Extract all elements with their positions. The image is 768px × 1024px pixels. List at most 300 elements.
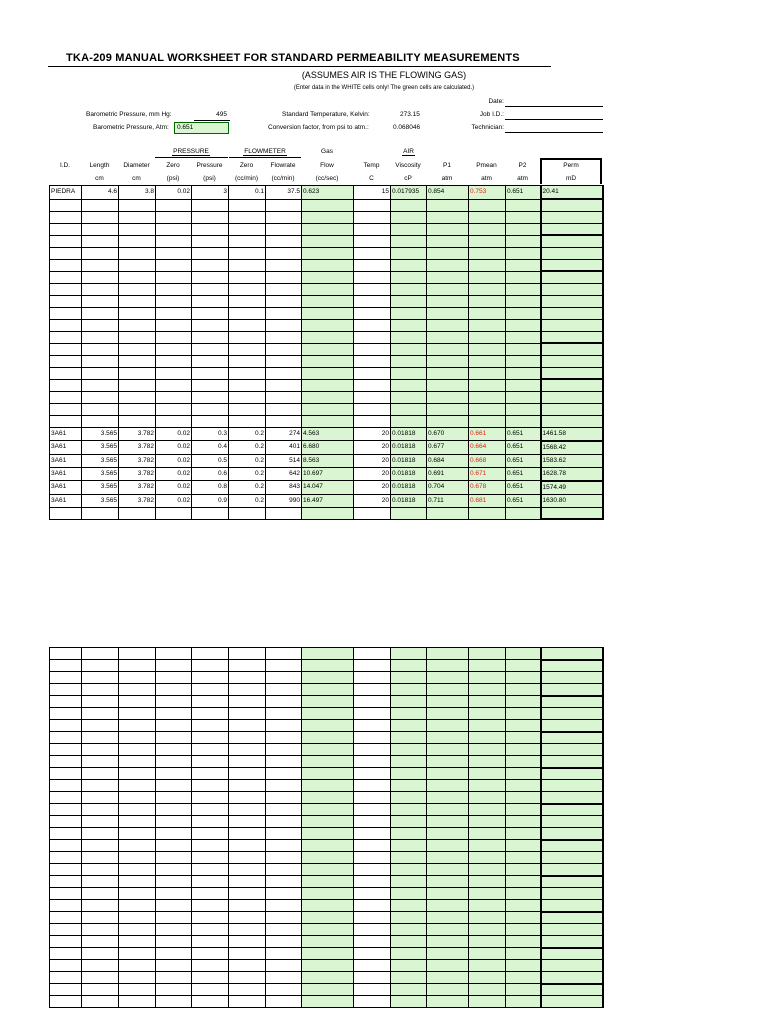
cell-zero-psi[interactable] — [156, 804, 192, 816]
cell-zero-psi[interactable] — [156, 756, 192, 768]
cell-zero-psi[interactable] — [156, 367, 192, 379]
cell-diameter[interactable] — [119, 367, 156, 379]
cell-temp[interactable] — [354, 792, 391, 804]
cell-flowrate[interactable] — [266, 343, 302, 355]
cell-pressure-psi[interactable] — [192, 900, 229, 912]
cell-zero-flow[interactable] — [229, 732, 266, 744]
cell-zero-flow[interactable] — [229, 708, 266, 720]
cell-zero-flow[interactable]: 0.2 — [229, 481, 266, 495]
cell-temp[interactable] — [354, 211, 391, 223]
cell-temp[interactable] — [354, 852, 391, 864]
cell-zero-psi[interactable] — [156, 792, 192, 804]
cell-id[interactable] — [50, 319, 82, 331]
cell-pressure-psi[interactable]: 0.6 — [192, 467, 229, 481]
cell-zero-flow[interactable] — [229, 199, 266, 211]
cell-diameter[interactable] — [119, 319, 156, 331]
cell-length[interactable] — [82, 708, 119, 720]
cell-zero-psi[interactable] — [156, 319, 192, 331]
cell-length[interactable] — [82, 696, 119, 708]
cell-pressure-psi[interactable] — [192, 732, 229, 744]
cell-id[interactable] — [50, 816, 82, 828]
cell-zero-flow[interactable] — [229, 888, 266, 900]
cell-diameter[interactable] — [119, 816, 156, 828]
cell-temp[interactable] — [354, 648, 391, 660]
cell-zero-psi[interactable] — [156, 888, 192, 900]
cell-zero-psi[interactable]: 0.02 — [156, 481, 192, 495]
cell-id[interactable] — [50, 900, 82, 912]
cell-diameter[interactable]: 3.782 — [119, 427, 156, 441]
cell-flowrate[interactable]: 843 — [266, 481, 302, 495]
cell-temp[interactable] — [354, 744, 391, 756]
cell-flowrate[interactable] — [266, 295, 302, 307]
cell-diameter[interactable] — [119, 756, 156, 768]
cell-diameter[interactable]: 3.782 — [119, 441, 156, 455]
cell-temp[interactable] — [354, 355, 391, 367]
cell-flowrate[interactable] — [266, 972, 302, 984]
cell-temp[interactable] — [354, 403, 391, 415]
cell-diameter[interactable] — [119, 247, 156, 259]
cell-pressure-psi[interactable] — [192, 319, 229, 331]
cell-pressure-psi[interactable] — [192, 828, 229, 840]
cell-flowrate[interactable] — [266, 936, 302, 948]
cell-id[interactable] — [50, 403, 82, 415]
cell-pressure-psi[interactable] — [192, 211, 229, 223]
cell-temp[interactable]: 15 — [354, 186, 391, 200]
cell-id[interactable] — [50, 223, 82, 235]
cell-length[interactable] — [82, 816, 119, 828]
cell-pressure-psi[interactable] — [192, 343, 229, 355]
cell-pressure-psi[interactable] — [192, 696, 229, 708]
cell-length[interactable] — [82, 852, 119, 864]
cell-flowrate[interactable]: 990 — [266, 494, 302, 507]
cell-flowrate[interactable]: 642 — [266, 467, 302, 481]
cell-zero-flow[interactable] — [229, 211, 266, 223]
cell-pressure-psi[interactable] — [192, 924, 229, 936]
cell-pressure-psi[interactable] — [192, 792, 229, 804]
cell-pressure-psi[interactable] — [192, 996, 229, 1008]
cell-length[interactable] — [82, 331, 119, 343]
cell-pressure-psi[interactable] — [192, 660, 229, 672]
cell-temp[interactable] — [354, 816, 391, 828]
cell-temp[interactable] — [354, 319, 391, 331]
cell-zero-flow[interactable] — [229, 379, 266, 391]
cell-diameter[interactable]: 3.782 — [119, 467, 156, 481]
cell-diameter[interactable] — [119, 996, 156, 1008]
cell-zero-flow[interactable] — [229, 864, 266, 876]
cell-diameter[interactable] — [119, 355, 156, 367]
cell-flowrate[interactable]: 274 — [266, 427, 302, 441]
cell-temp[interactable] — [354, 684, 391, 696]
cell-pressure-psi[interactable] — [192, 960, 229, 972]
cell-zero-psi[interactable] — [156, 223, 192, 235]
cell-length[interactable] — [82, 379, 119, 391]
cell-diameter[interactable] — [119, 199, 156, 211]
cell-zero-psi[interactable] — [156, 403, 192, 415]
cell-temp[interactable] — [354, 780, 391, 792]
cell-flowrate[interactable] — [266, 888, 302, 900]
cell-zero-psi[interactable] — [156, 415, 192, 427]
cell-zero-psi[interactable] — [156, 235, 192, 247]
cell-diameter[interactable]: 3.8 — [119, 186, 156, 200]
cell-length[interactable] — [82, 900, 119, 912]
cell-zero-flow[interactable] — [229, 876, 266, 888]
cell-id[interactable] — [50, 235, 82, 247]
cell-temp[interactable] — [354, 876, 391, 888]
job-id-field[interactable] — [505, 119, 603, 120]
cell-zero-flow[interactable] — [229, 936, 266, 948]
cell-length[interactable] — [82, 888, 119, 900]
cell-length[interactable] — [82, 223, 119, 235]
cell-temp[interactable] — [354, 507, 391, 519]
cell-id[interactable] — [50, 660, 82, 672]
cell-zero-flow[interactable]: 0.2 — [229, 441, 266, 455]
cell-id[interactable] — [50, 744, 82, 756]
cell-id[interactable] — [50, 936, 82, 948]
cell-zero-flow[interactable] — [229, 744, 266, 756]
cell-zero-flow[interactable] — [229, 948, 266, 960]
cell-zero-psi[interactable] — [156, 343, 192, 355]
cell-zero-flow[interactable] — [229, 900, 266, 912]
cell-zero-flow[interactable] — [229, 307, 266, 319]
cell-pressure-psi[interactable] — [192, 403, 229, 415]
cell-id[interactable] — [50, 912, 82, 924]
cell-temp[interactable] — [354, 708, 391, 720]
cell-zero-flow[interactable] — [229, 507, 266, 519]
cell-flowrate[interactable] — [266, 744, 302, 756]
cell-id[interactable] — [50, 696, 82, 708]
cell-diameter[interactable] — [119, 744, 156, 756]
cell-zero-psi[interactable] — [156, 720, 192, 732]
cell-pressure-psi[interactable] — [192, 283, 229, 295]
cell-zero-flow[interactable] — [229, 972, 266, 984]
cell-zero-psi[interactable] — [156, 912, 192, 924]
cell-pressure-psi[interactable] — [192, 888, 229, 900]
cell-pressure-psi[interactable] — [192, 295, 229, 307]
cell-zero-flow[interactable] — [229, 295, 266, 307]
cell-pressure-psi[interactable] — [192, 271, 229, 283]
cell-temp[interactable] — [354, 379, 391, 391]
cell-temp[interactable] — [354, 936, 391, 948]
cell-zero-flow[interactable] — [229, 355, 266, 367]
cell-length[interactable] — [82, 744, 119, 756]
cell-flowrate[interactable] — [266, 199, 302, 211]
cell-pressure-psi[interactable] — [192, 804, 229, 816]
cell-length[interactable] — [82, 876, 119, 888]
cell-length[interactable] — [82, 211, 119, 223]
cell-pressure-psi[interactable] — [192, 235, 229, 247]
cell-temp[interactable]: 20 — [354, 454, 391, 467]
cell-id[interactable] — [50, 379, 82, 391]
cell-flowrate[interactable]: 401 — [266, 441, 302, 455]
cell-zero-psi[interactable] — [156, 948, 192, 960]
cell-id[interactable] — [50, 283, 82, 295]
cell-diameter[interactable] — [119, 948, 156, 960]
cell-zero-psi[interactable] — [156, 331, 192, 343]
cell-zero-flow[interactable] — [229, 804, 266, 816]
cell-zero-flow[interactable] — [229, 960, 266, 972]
cell-zero-psi[interactable] — [156, 900, 192, 912]
cell-zero-psi[interactable] — [156, 744, 192, 756]
cell-pressure-psi[interactable]: 0.3 — [192, 427, 229, 441]
cell-zero-psi[interactable] — [156, 936, 192, 948]
cell-flowrate[interactable] — [266, 672, 302, 684]
cell-zero-flow[interactable] — [229, 768, 266, 780]
cell-flowrate[interactable] — [266, 684, 302, 696]
cell-temp[interactable] — [354, 972, 391, 984]
cell-zero-psi[interactable] — [156, 840, 192, 852]
cell-diameter[interactable] — [119, 732, 156, 744]
cell-id[interactable] — [50, 948, 82, 960]
cell-pressure-psi[interactable] — [192, 259, 229, 271]
cell-pressure-psi[interactable] — [192, 756, 229, 768]
cell-length[interactable] — [82, 307, 119, 319]
cell-pressure-psi[interactable] — [192, 948, 229, 960]
cell-zero-flow[interactable]: 0.2 — [229, 427, 266, 441]
cell-id[interactable]: 3A61 — [50, 494, 82, 507]
cell-id[interactable] — [50, 355, 82, 367]
cell-length[interactable] — [82, 840, 119, 852]
cell-diameter[interactable] — [119, 720, 156, 732]
cell-pressure-psi[interactable] — [192, 912, 229, 924]
cell-length[interactable] — [82, 415, 119, 427]
cell-zero-flow[interactable] — [229, 283, 266, 295]
cell-id[interactable] — [50, 708, 82, 720]
cell-zero-flow[interactable] — [229, 259, 266, 271]
cell-flowrate[interactable] — [266, 768, 302, 780]
cell-pressure-psi[interactable] — [192, 391, 229, 403]
cell-temp[interactable] — [354, 768, 391, 780]
cell-flowrate[interactable] — [266, 211, 302, 223]
cell-length[interactable] — [82, 391, 119, 403]
cell-flowrate[interactable] — [266, 660, 302, 672]
cell-temp[interactable] — [354, 367, 391, 379]
cell-length[interactable] — [82, 996, 119, 1008]
cell-diameter[interactable] — [119, 864, 156, 876]
cell-temp[interactable] — [354, 864, 391, 876]
cell-diameter[interactable] — [119, 415, 156, 427]
cell-length[interactable] — [82, 924, 119, 936]
cell-zero-psi[interactable] — [156, 660, 192, 672]
cell-zero-flow[interactable] — [229, 828, 266, 840]
cell-diameter[interactable] — [119, 900, 156, 912]
cell-temp[interactable] — [354, 960, 391, 972]
cell-pressure-psi[interactable]: 0.4 — [192, 441, 229, 455]
cell-length[interactable] — [82, 355, 119, 367]
cell-flowrate[interactable] — [266, 367, 302, 379]
cell-id[interactable] — [50, 924, 82, 936]
cell-flowrate[interactable] — [266, 283, 302, 295]
cell-zero-psi[interactable] — [156, 960, 192, 972]
cell-zero-flow[interactable] — [229, 984, 266, 996]
cell-length[interactable] — [82, 984, 119, 996]
cell-length[interactable] — [82, 684, 119, 696]
cell-id[interactable] — [50, 888, 82, 900]
cell-diameter[interactable] — [119, 936, 156, 948]
cell-zero-psi[interactable] — [156, 199, 192, 211]
cell-pressure-psi[interactable] — [192, 708, 229, 720]
cell-zero-psi[interactable] — [156, 211, 192, 223]
cell-flowrate[interactable] — [266, 840, 302, 852]
cell-temp[interactable] — [354, 199, 391, 211]
cell-flowrate[interactable] — [266, 960, 302, 972]
cell-diameter[interactable]: 3.782 — [119, 454, 156, 467]
cell-flowrate[interactable] — [266, 780, 302, 792]
cell-zero-flow[interactable]: 0.2 — [229, 494, 266, 507]
cell-diameter[interactable] — [119, 648, 156, 660]
cell-id[interactable] — [50, 768, 82, 780]
cell-zero-flow[interactable] — [229, 840, 266, 852]
cell-zero-psi[interactable] — [156, 852, 192, 864]
cell-id[interactable]: PIEDRA — [50, 186, 82, 200]
cell-pressure-psi[interactable] — [192, 223, 229, 235]
cell-diameter[interactable] — [119, 768, 156, 780]
cell-length[interactable] — [82, 259, 119, 271]
cell-id[interactable]: 3A61 — [50, 481, 82, 495]
cell-diameter[interactable]: 3.782 — [119, 481, 156, 495]
cell-id[interactable] — [50, 720, 82, 732]
cell-pressure-psi[interactable] — [192, 367, 229, 379]
cell-id[interactable]: 3A61 — [50, 427, 82, 441]
cell-diameter[interactable] — [119, 507, 156, 519]
cell-zero-psi[interactable] — [156, 295, 192, 307]
cell-flowrate[interactable] — [266, 864, 302, 876]
cell-id[interactable] — [50, 331, 82, 343]
cell-id[interactable] — [50, 211, 82, 223]
cell-flowrate[interactable] — [266, 828, 302, 840]
cell-length[interactable]: 3.565 — [82, 441, 119, 455]
cell-length[interactable] — [82, 936, 119, 948]
cell-zero-flow[interactable] — [229, 684, 266, 696]
cell-zero-flow[interactable] — [229, 319, 266, 331]
cell-temp[interactable] — [354, 343, 391, 355]
cell-zero-flow[interactable] — [229, 672, 266, 684]
cell-id[interactable] — [50, 391, 82, 403]
cell-id[interactable] — [50, 804, 82, 816]
cell-pressure-psi[interactable] — [192, 744, 229, 756]
cell-id[interactable] — [50, 648, 82, 660]
cell-id[interactable] — [50, 307, 82, 319]
cell-id[interactable] — [50, 996, 82, 1008]
cell-length[interactable]: 3.565 — [82, 454, 119, 467]
cell-flowrate[interactable] — [266, 708, 302, 720]
cell-length[interactable] — [82, 864, 119, 876]
cell-zero-flow[interactable] — [229, 792, 266, 804]
cell-pressure-psi[interactable] — [192, 307, 229, 319]
cell-diameter[interactable] — [119, 211, 156, 223]
cell-pressure-psi[interactable] — [192, 379, 229, 391]
cell-length[interactable] — [82, 199, 119, 211]
cell-flowrate[interactable] — [266, 852, 302, 864]
cell-flowrate[interactable] — [266, 403, 302, 415]
cell-temp[interactable] — [354, 948, 391, 960]
cell-diameter[interactable] — [119, 912, 156, 924]
cell-flowrate[interactable] — [266, 948, 302, 960]
cell-diameter[interactable] — [119, 828, 156, 840]
cell-temp[interactable] — [354, 672, 391, 684]
cell-diameter[interactable] — [119, 840, 156, 852]
cell-flowrate[interactable] — [266, 307, 302, 319]
cell-flowrate[interactable] — [266, 924, 302, 936]
cell-length[interactable] — [82, 648, 119, 660]
cell-zero-psi[interactable] — [156, 924, 192, 936]
cell-temp[interactable] — [354, 391, 391, 403]
cell-zero-flow[interactable] — [229, 235, 266, 247]
cell-zero-psi[interactable] — [156, 972, 192, 984]
cell-pressure-psi[interactable] — [192, 768, 229, 780]
cell-temp[interactable] — [354, 900, 391, 912]
cell-length[interactable] — [82, 792, 119, 804]
cell-id[interactable] — [50, 259, 82, 271]
cell-flowrate[interactable] — [266, 379, 302, 391]
cell-pressure-psi[interactable] — [192, 672, 229, 684]
cell-diameter[interactable] — [119, 888, 156, 900]
cell-id[interactable] — [50, 984, 82, 996]
cell-diameter[interactable] — [119, 708, 156, 720]
cell-diameter[interactable] — [119, 295, 156, 307]
cell-diameter[interactable] — [119, 672, 156, 684]
cell-flowrate[interactable] — [266, 756, 302, 768]
date-field[interactable] — [505, 106, 603, 107]
cell-length[interactable] — [82, 403, 119, 415]
cell-temp[interactable] — [354, 415, 391, 427]
cell-temp[interactable] — [354, 840, 391, 852]
cell-zero-psi[interactable]: 0.02 — [156, 186, 192, 200]
cell-pressure-psi[interactable] — [192, 199, 229, 211]
cell-zero-psi[interactable] — [156, 379, 192, 391]
cell-diameter[interactable] — [119, 403, 156, 415]
cell-zero-flow[interactable] — [229, 816, 266, 828]
cell-zero-psi[interactable] — [156, 984, 192, 996]
cell-flowrate[interactable] — [266, 648, 302, 660]
cell-zero-flow[interactable]: 0.1 — [229, 186, 266, 200]
cell-flowrate[interactable] — [266, 720, 302, 732]
cell-pressure-psi[interactable] — [192, 840, 229, 852]
baro-mmhg-input[interactable]: 495 — [216, 111, 227, 118]
cell-pressure-psi[interactable]: 0.5 — [192, 454, 229, 467]
cell-diameter[interactable] — [119, 780, 156, 792]
cell-id[interactable] — [50, 828, 82, 840]
cell-zero-psi[interactable] — [156, 768, 192, 780]
cell-flowrate[interactable] — [266, 816, 302, 828]
cell-zero-psi[interactable] — [156, 732, 192, 744]
cell-zero-flow[interactable] — [229, 331, 266, 343]
cell-temp[interactable] — [354, 888, 391, 900]
cell-id[interactable] — [50, 343, 82, 355]
cell-id[interactable] — [50, 247, 82, 259]
cell-length[interactable] — [82, 960, 119, 972]
cell-flowrate[interactable] — [266, 732, 302, 744]
cell-pressure-psi[interactable] — [192, 852, 229, 864]
cell-zero-flow[interactable] — [229, 648, 266, 660]
cell-length[interactable] — [82, 828, 119, 840]
cell-zero-psi[interactable] — [156, 648, 192, 660]
cell-zero-flow[interactable]: 0.2 — [229, 467, 266, 481]
cell-flowrate[interactable] — [266, 415, 302, 427]
cell-zero-psi[interactable] — [156, 828, 192, 840]
cell-zero-flow[interactable] — [229, 367, 266, 379]
cell-temp[interactable] — [354, 996, 391, 1008]
cell-length[interactable] — [82, 367, 119, 379]
cell-pressure-psi[interactable] — [192, 684, 229, 696]
technician-field[interactable] — [505, 132, 603, 133]
cell-zero-psi[interactable] — [156, 864, 192, 876]
cell-temp[interactable] — [354, 804, 391, 816]
cell-temp[interactable] — [354, 696, 391, 708]
cell-flowrate[interactable] — [266, 247, 302, 259]
cell-zero-flow[interactable] — [229, 343, 266, 355]
cell-diameter[interactable] — [119, 960, 156, 972]
cell-zero-psi[interactable] — [156, 672, 192, 684]
